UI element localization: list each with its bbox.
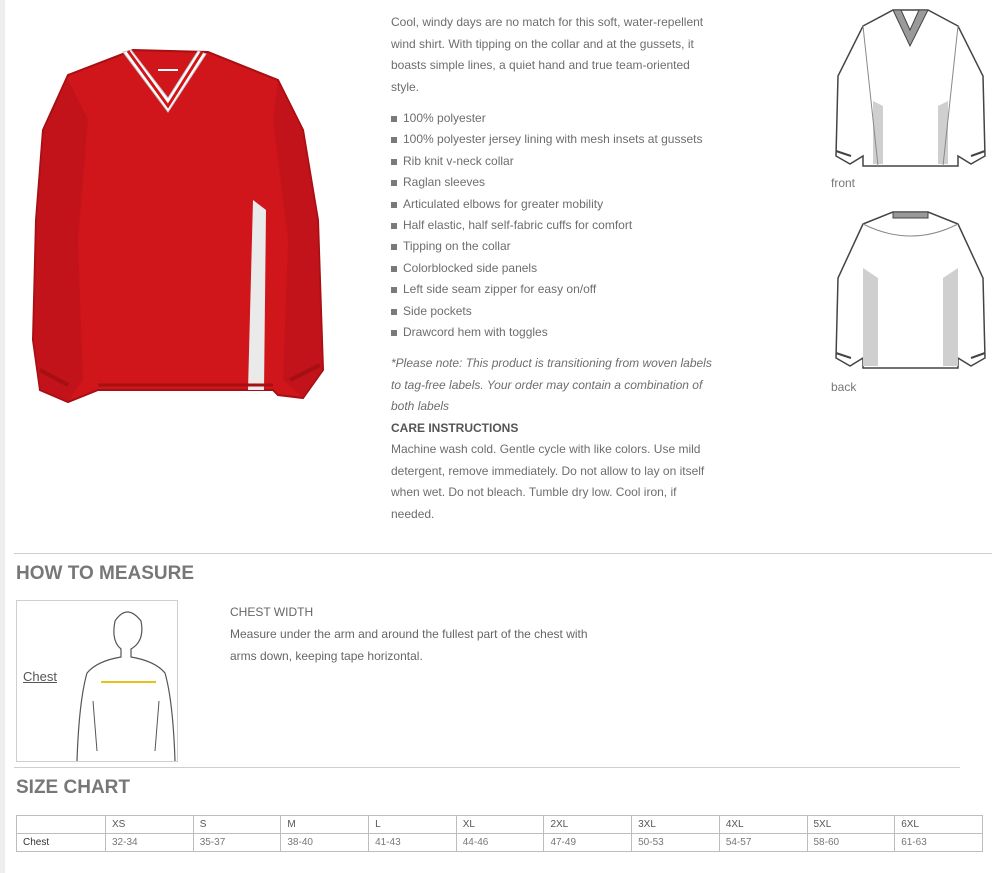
size-header: 4XL [719,816,807,834]
feature-item: Side pockets [391,301,721,322]
feature-list [391,108,721,343]
size-header: M [281,816,369,834]
size-header: S [193,816,281,834]
size-value: 47-49 [544,834,632,852]
section-divider [14,767,960,768]
left-edge [0,0,5,873]
feature-item: Rib knit v-neck collar [391,151,721,172]
feature-item: Colorblocked side panels [391,258,721,279]
feature-item: Half elastic, half self-fabric cuffs for comfort [391,215,721,236]
product-image[interactable] [28,40,328,405]
size-value: 61-63 [895,834,983,852]
front-label: front [831,176,856,190]
section-divider [14,553,992,554]
size-header: XS [106,816,194,834]
size-header: XL [456,816,544,834]
size-header: 2XL [544,816,632,834]
size-value: 58-60 [807,834,895,852]
row-label: Chest [17,834,106,852]
label-note: *Please note: This product is transitioning from woven labels to tag-free labels. Your order may contain a combination of both labels [391,356,712,414]
size-value: 41-43 [369,834,457,852]
feature-item: 100% polyester jersey lining with mesh insets at gussets [391,129,721,150]
size-value: 32-34 [106,834,194,852]
feature-item: Drawcord hem with toggles [391,322,721,343]
feature-item: 100% polyester [391,108,721,129]
size-value: 50-53 [632,834,720,852]
feature-item: Raglan sleeves [391,172,721,193]
back-label: back [831,380,857,394]
how-to-measure-title: HOW TO MEASURE [16,563,195,584]
empty-header-cell [17,816,106,834]
feature-item: Left side seam zipper for easy on/off [391,279,721,300]
size-value: 54-57 [719,834,807,852]
feature-item: Tipping on the collar [391,236,721,257]
size-value: 35-37 [193,834,281,852]
size-chart-title: SIZE CHART [16,777,130,798]
chest-width-title: CHEST WIDTH [230,605,314,619]
measure-diagram [16,600,178,762]
size-header-row [17,816,983,834]
chest-width-text: Measure under the arm and around the fullest part of the chest with arms down, keeping tape horizontal. [230,627,588,663]
size-header: 5XL [807,816,895,834]
size-header: 6XL [895,816,983,834]
size-header: 3XL [632,816,720,834]
size-header: L [369,816,457,834]
measure-instructions [230,601,590,667]
feature-item: Articulated elbows for greater mobility [391,194,721,215]
back-sketch[interactable] [833,208,988,376]
care-instructions-text: Machine wash cold. Gentle cycle with like colors. Use mild detergent, remove immediately. Do not allow to lay on itself when wet. Do not bleach. Tumble dry low. Cool iron, if needed. [391,442,705,521]
size-chart-table [16,815,983,852]
chest-diagram-label: Chest [23,669,57,684]
front-sketch[interactable] [833,6,988,174]
size-value: 38-40 [281,834,369,852]
table-row [17,834,983,852]
description-text: Cool, windy days are no match for this soft, water-repellent wind shirt. With tipping on the collar and at the gussets, it boasts simple lines, a quiet hand and true team-oriented style. [391,15,704,94]
size-value: 44-46 [456,834,544,852]
care-instructions-title: CARE INSTRUCTIONS [391,420,519,435]
product-description [391,12,721,525]
